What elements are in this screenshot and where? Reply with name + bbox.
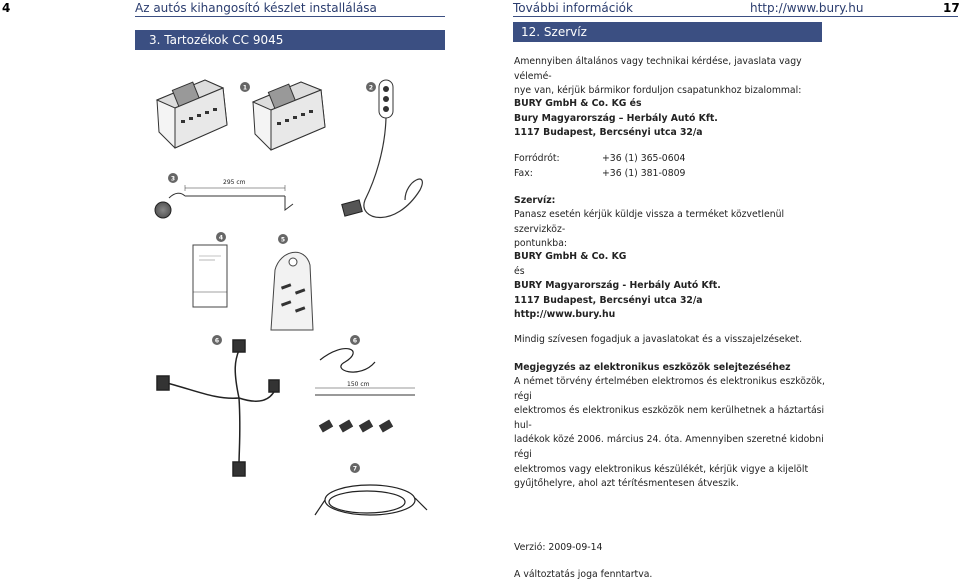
service-text: Panasz esetén kérjük küldje vissza a terméket közvetlenül szervizköz- pontunkba:	[514, 209, 785, 250]
cable-length-label-295: 295 cm	[223, 179, 246, 186]
intro-text: Amennyiben általános vagy technikai kérdése, javaslata vagy vélemé- nye van, kérjük bármikor forduljon csapatunkhoz bizalommal:	[514, 56, 802, 97]
microphone	[155, 185, 293, 218]
callout-6b	[350, 335, 360, 345]
callout-1	[240, 82, 250, 92]
svg-text:6: 6	[214, 337, 220, 345]
right-page-number: 17	[943, 1, 960, 15]
svg-text:7: 7	[352, 465, 358, 473]
svg-text:3: 3	[170, 175, 176, 183]
svg-text:5: 5	[280, 236, 286, 244]
electronics-box-2	[253, 82, 325, 150]
accessories-diagram	[135, 70, 445, 540]
right-section-bar	[513, 22, 822, 42]
cable-length-label-150: 150 cm	[347, 381, 370, 388]
phone-value: +36 (1) 365-0604	[602, 153, 686, 164]
remote-control	[342, 80, 423, 218]
right-section-title: 12. Szervíz	[521, 25, 587, 39]
svg-text:6: 6	[352, 337, 358, 345]
note-heading: Megjegyzés az elektronikus eszközök selejtezéséhez	[514, 362, 791, 373]
thanks-text: Mindig szívesen fogadjuk a javaslatokat és a visszajelzéseket.	[514, 334, 803, 345]
fax-label: Fax:	[514, 168, 533, 179]
service-url[interactable]: http://www.bury.hu	[514, 309, 616, 321]
left-section-bar	[135, 30, 445, 50]
callout-4	[216, 232, 226, 242]
cable-150cm	[315, 349, 415, 433]
left-section-title: 3. Tartozékok CC 9045	[149, 33, 284, 47]
left-page-number: 4	[2, 1, 11, 15]
version-text: Verzió: 2009-09-14	[514, 542, 603, 553]
company-block: BURY GmbH & Co. KG és Bury Magyarország – Herbály Autó Kft. 1117 Budapest, Bercsényi utca 32/a	[514, 98, 718, 139]
svg-text:4: 4	[218, 234, 224, 242]
callout-5	[278, 234, 288, 244]
screw-bag	[271, 252, 313, 330]
left-header-rule	[135, 16, 445, 17]
manual-card	[193, 245, 227, 307]
fax-value: +36 (1) 381-0809	[602, 168, 686, 179]
accessories-illustration	[135, 70, 445, 540]
header-url[interactable]: http://www.bury.hu	[750, 1, 864, 15]
electronics-box-1	[157, 80, 227, 148]
left-page-title: Az autós kihangosító készlet installálása	[135, 1, 377, 15]
phone-row	[514, 152, 826, 167]
callout-6a	[212, 335, 222, 345]
right-page-title: További információk	[513, 1, 633, 15]
service-heading: Szervíz:	[514, 195, 556, 206]
callout-7	[350, 463, 360, 473]
right-header-rule	[513, 16, 958, 17]
change-note: A változtatás joga fenntartva.	[514, 569, 653, 580]
phone-label: Forródrót:	[514, 153, 560, 164]
fax-row	[514, 167, 826, 182]
svg-text:2: 2	[368, 84, 374, 92]
svg-text:1: 1	[242, 84, 248, 92]
wiring-harness	[157, 337, 279, 476]
coiled-cable	[315, 485, 427, 515]
callout-3	[168, 173, 178, 183]
note-text: A német törvény értelmében elektromos és elektronikus eszközök, régi elektromos és elektronikus eszközök nem kerülhetnek a háztartási hul- ladékok közé 2006. március 24. óta. Amennyiben szeretné kidobni régi elektromos vagy elektronikus készülékét, kérjük vigye a kijelölt gyűjtőhelyre, ahol azt térítésmentesen átveszik.	[514, 376, 825, 490]
callout-2	[366, 82, 376, 92]
service-address: BURY GmbH & Co. KG és BURY Magyarország - Herbály Autó Kft. 1117 Budapest, Bercsényi utca 32/a http://www.bury.hu	[514, 250, 826, 323]
